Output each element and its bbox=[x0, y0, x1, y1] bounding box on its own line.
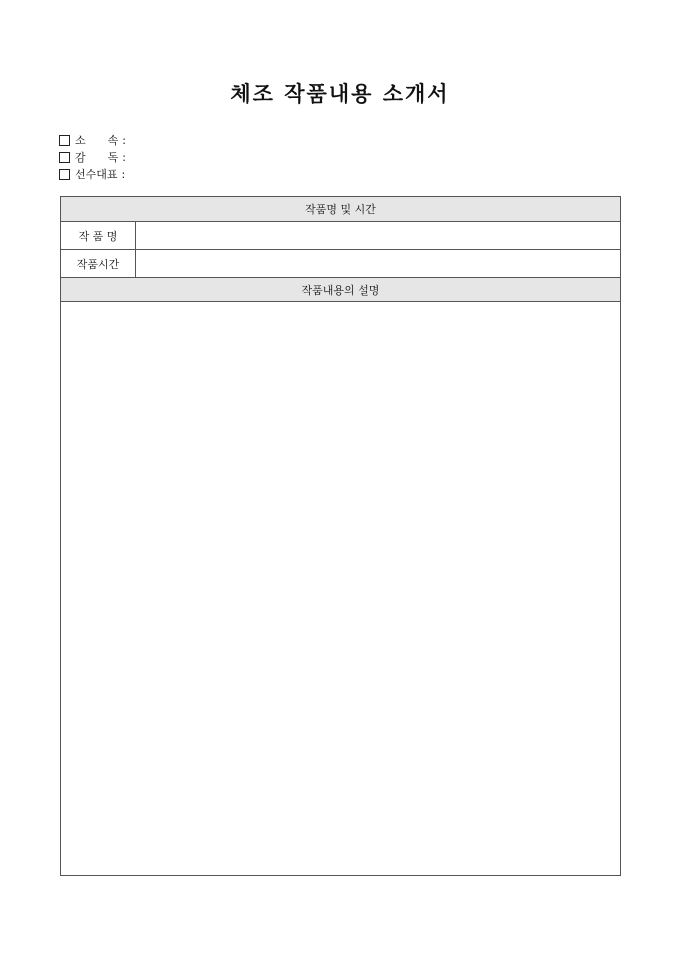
section-header-description: 작품내용의 설명 bbox=[61, 278, 621, 302]
affiliation-colon: : bbox=[122, 134, 126, 147]
coach-colon: : bbox=[122, 151, 126, 164]
checkbox-icon[interactable] bbox=[59, 135, 70, 146]
info-list bbox=[59, 132, 126, 183]
description-field[interactable] bbox=[61, 302, 621, 876]
info-row-affiliation bbox=[59, 132, 126, 149]
work-time-label: 작품시간 bbox=[61, 250, 136, 278]
section-header-title-time: 작품명 및 시간 bbox=[61, 197, 621, 222]
work-name-field[interactable] bbox=[136, 222, 621, 250]
representative-colon: : bbox=[121, 168, 126, 181]
work-name-label: 작 품 명 bbox=[61, 222, 136, 250]
page-title: 체조 작품내용 소개서 bbox=[230, 81, 450, 106]
checkbox-icon[interactable] bbox=[59, 152, 70, 163]
checkbox-icon[interactable] bbox=[59, 169, 70, 180]
affiliation-label: 소 속 bbox=[75, 134, 119, 147]
info-row-coach bbox=[59, 149, 126, 166]
form-table bbox=[60, 196, 621, 876]
work-time-field[interactable] bbox=[136, 250, 621, 278]
representative-label: 선수대표 bbox=[75, 168, 118, 181]
info-row-representative bbox=[59, 166, 126, 183]
coach-label: 감 독 bbox=[75, 151, 119, 164]
